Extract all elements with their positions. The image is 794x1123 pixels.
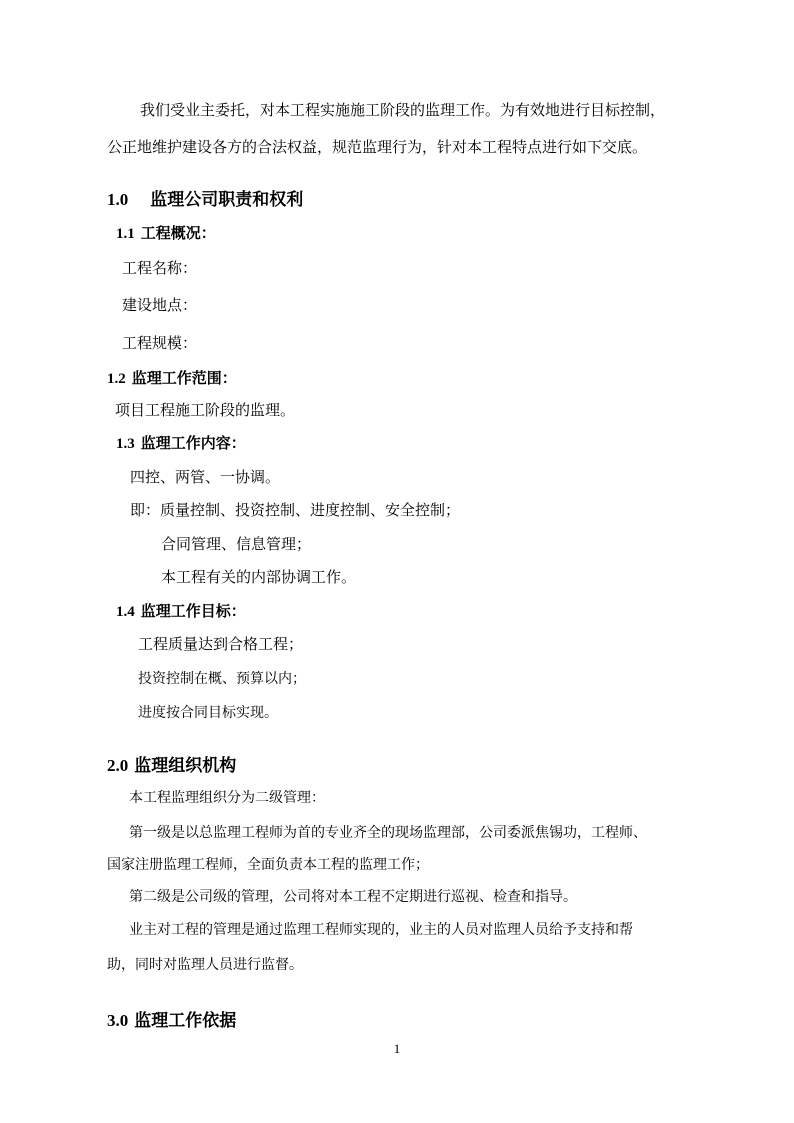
section-2-number: 2.0 (107, 756, 129, 775)
target-line-3: 进度按合同目标实现。 (138, 705, 278, 721)
subsection-1-2-heading (107, 369, 237, 388)
scope-text: 项目工程施工阶段的监理。 (115, 401, 296, 419)
subsection-1-3-heading (116, 434, 246, 453)
section-3-number: 3.0 (107, 1011, 129, 1030)
subsection-1-4-number: 1.4 (116, 604, 135, 620)
subsection-1-1-title: 工程概况： (140, 224, 216, 242)
subsection-1-2-title: 监理工作范围： (131, 369, 237, 387)
subsection-1-4-heading (116, 602, 246, 621)
content-line-3: 合同管理、信息管理； (161, 535, 312, 553)
section-1-title: 监理公司职责和权利 (150, 190, 304, 210)
org-paragraph-1: 本工程监理组织分为二级管理： (129, 790, 325, 806)
subsection-1-2-number: 1.2 (107, 371, 126, 387)
subsection-1-1-number: 1.1 (116, 226, 135, 242)
target-line-2: 投资控制在概、预算以内； (138, 671, 306, 687)
project-location-label: 建设地点： (122, 296, 198, 314)
content-line-2: 即：质量控制、投资控制、进度控制、安全控制； (130, 501, 461, 519)
org-paragraph-2-line-1: 第一级是以总监理工程师为首的专业齐全的现场监理部，公司委派焦锡功，工程师、 (129, 825, 647, 841)
subsection-1-4-title: 监理工作目标： (140, 602, 246, 620)
org-paragraph-4-line-2: 助，同时对监理人员进行监督。 (107, 957, 303, 973)
section-1-heading (107, 190, 303, 210)
section-3-title: 监理工作依据 (134, 1011, 237, 1031)
section-1-number: 1.0 (107, 190, 129, 209)
subsection-1-3-number: 1.3 (116, 436, 135, 452)
section-2-title: 监理组织机构 (134, 756, 237, 776)
content-line-4: 本工程有关的内部协调工作。 (161, 568, 357, 586)
org-paragraph-2-line-2: 国家注册监理工程师，全面负责本工程的监理工作； (107, 857, 429, 873)
subsection-1-1-heading (116, 224, 216, 243)
intro-line-2: 公正地维护建设各方的合法权益，规范监理行为，针对本工程特点进行如下交底。 (107, 138, 648, 156)
project-scale-label: 工程规模： (122, 334, 198, 352)
content-line-1: 四控、两管、一协调。 (130, 468, 281, 486)
target-line-1: 工程质量达到合格工程； (138, 635, 304, 653)
org-paragraph-4-line-1: 业主对工程的管理是通过监理工程师实现的，业主的人员对监理人员给予支持和帮 (129, 922, 633, 938)
org-paragraph-3: 第二级是公司级的管理，公司将对本工程不定期进行巡视、检查和指导。 (129, 889, 577, 905)
page-number: 1 (393, 1041, 401, 1056)
section-2-heading (107, 756, 236, 776)
section-3-heading (107, 1011, 236, 1031)
intro-line-1: 我们受业主委托，对本工程实施施工阶段的监理工作。为有效地进行目标控制， (140, 101, 666, 119)
subsection-1-3-title: 监理工作内容： (140, 434, 246, 452)
project-name-label: 工程名称： (122, 259, 198, 277)
